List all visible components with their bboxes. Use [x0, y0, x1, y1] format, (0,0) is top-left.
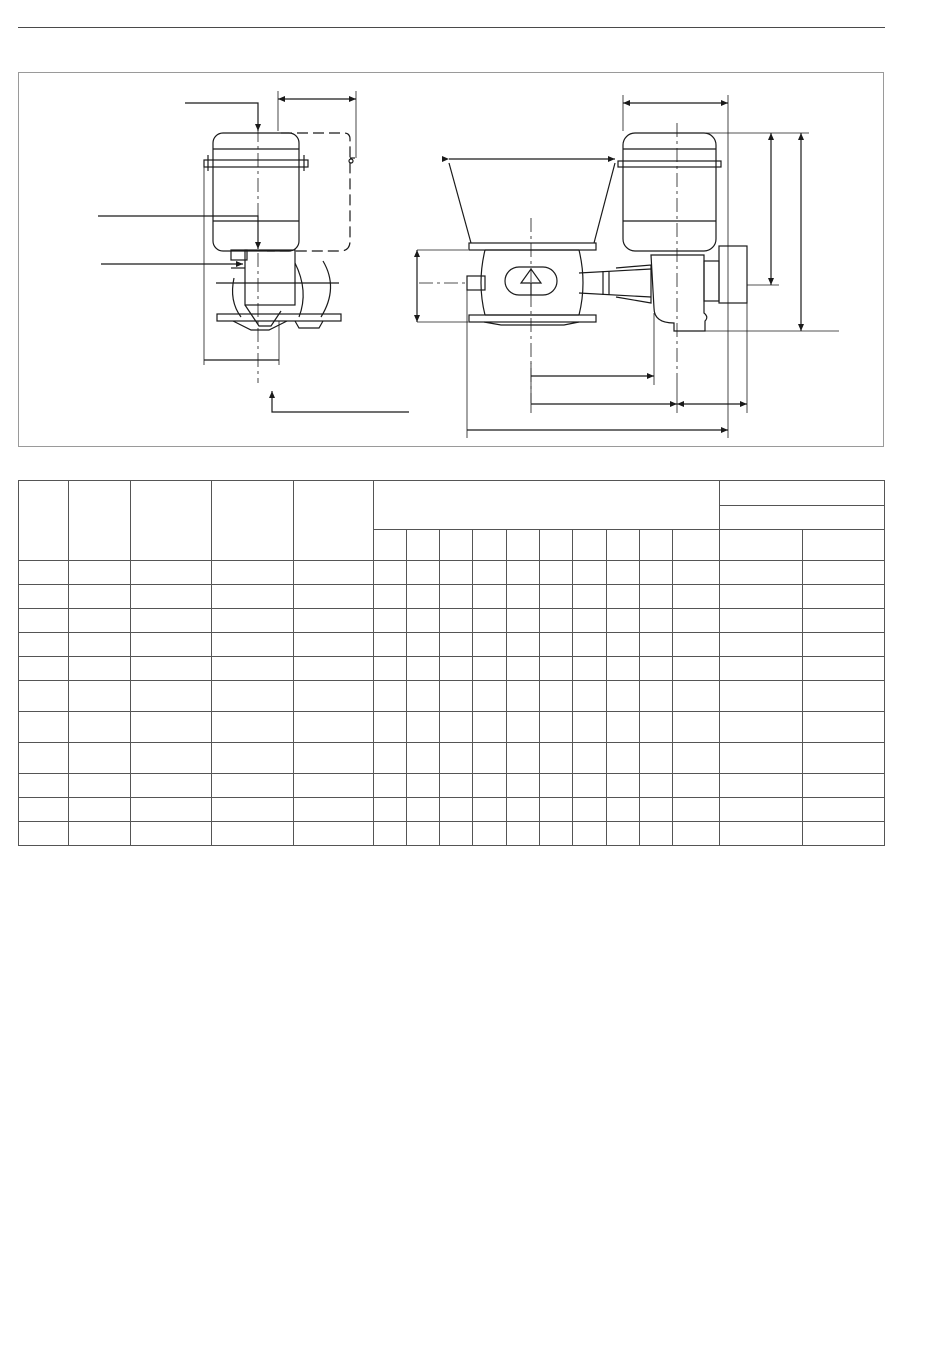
table-cell [293, 798, 373, 822]
table-cell [293, 585, 373, 609]
table-cell [439, 633, 472, 657]
front-view [98, 91, 409, 412]
table-cell [131, 743, 212, 774]
dim-col-header [472, 530, 506, 561]
table-cell [720, 774, 802, 798]
table-cell [673, 743, 720, 774]
table-cell [573, 609, 607, 633]
table-cell [607, 633, 640, 657]
table-cell [540, 822, 573, 846]
table-cell [472, 609, 506, 633]
table-cell [802, 712, 884, 743]
table-cell [802, 633, 884, 657]
table-cell [19, 585, 69, 609]
table-cell [439, 774, 472, 798]
table-cell [131, 774, 212, 798]
table-cell [131, 798, 212, 822]
table-cell [439, 712, 472, 743]
table-cell [131, 561, 212, 585]
table-cell [373, 585, 406, 609]
table-cell [212, 633, 293, 657]
table-cell [406, 585, 439, 609]
table-cell [439, 681, 472, 712]
weight-col-header [802, 530, 884, 561]
table-cell [540, 561, 573, 585]
dim-col-header [439, 530, 472, 561]
table-cell [540, 712, 573, 743]
table-cell [640, 585, 673, 609]
table-row [19, 681, 885, 712]
table-cell [19, 681, 69, 712]
table-cell [131, 585, 212, 609]
table-row [19, 561, 885, 585]
table-cell [507, 822, 540, 846]
dim-col-header [373, 530, 406, 561]
table-cell [640, 822, 673, 846]
table-cell [439, 743, 472, 774]
table-row [19, 822, 885, 846]
table-row [19, 585, 885, 609]
table-cell [802, 681, 884, 712]
table-cell [673, 609, 720, 633]
table-cell [131, 712, 212, 743]
table-cell [673, 585, 720, 609]
table-cell [720, 657, 802, 681]
table-cell [573, 712, 607, 743]
table-cell [69, 657, 131, 681]
table-cell [212, 609, 293, 633]
table-cell [439, 561, 472, 585]
table-cell [373, 633, 406, 657]
table-cell [131, 609, 212, 633]
table-cell [720, 822, 802, 846]
side-view [417, 95, 839, 438]
table-cell [406, 633, 439, 657]
table-cell [673, 822, 720, 846]
table-cell [540, 633, 573, 657]
table-cell [472, 712, 506, 743]
dimensions-table [18, 480, 885, 846]
table-cell [293, 609, 373, 633]
table-cell [607, 657, 640, 681]
table-cell [69, 743, 131, 774]
table-cell [293, 561, 373, 585]
table-cell [640, 798, 673, 822]
table-cell [640, 712, 673, 743]
table-cell [472, 774, 506, 798]
table-cell [802, 774, 884, 798]
table-cell [439, 657, 472, 681]
table-row [19, 609, 885, 633]
table-cell [607, 561, 640, 585]
table-cell [212, 561, 293, 585]
table-cell [69, 774, 131, 798]
table-cell [406, 712, 439, 743]
table-cell [439, 798, 472, 822]
table-cell [720, 681, 802, 712]
table-cell [802, 798, 884, 822]
table-cell [573, 798, 607, 822]
table-cell [293, 657, 373, 681]
table-cell [673, 681, 720, 712]
table-cell [472, 681, 506, 712]
dim-col-header [540, 530, 573, 561]
table-cell [293, 712, 373, 743]
table-cell [673, 561, 720, 585]
table-cell [607, 743, 640, 774]
table-body [19, 561, 885, 846]
table-cell [673, 774, 720, 798]
table-cell [573, 743, 607, 774]
table-cell [720, 712, 802, 743]
header-cell [212, 481, 293, 561]
table-cell [373, 743, 406, 774]
table-cell [69, 822, 131, 846]
table-cell [212, 774, 293, 798]
table-cell [373, 657, 406, 681]
table-cell [439, 585, 472, 609]
table-cell [406, 681, 439, 712]
dim-col-header [573, 530, 607, 561]
table-cell [673, 657, 720, 681]
table-cell [373, 681, 406, 712]
table-cell [212, 822, 293, 846]
table-cell [607, 774, 640, 798]
table-cell [406, 561, 439, 585]
table-cell [720, 609, 802, 633]
table-cell [802, 743, 884, 774]
table-cell [720, 585, 802, 609]
table-cell [373, 609, 406, 633]
table-row [19, 743, 885, 774]
dim-col-header [607, 530, 640, 561]
table-cell [212, 798, 293, 822]
table-cell [373, 798, 406, 822]
table-cell [607, 798, 640, 822]
table-cell [640, 743, 673, 774]
table-cell [573, 774, 607, 798]
table-cell [19, 609, 69, 633]
drawing-svg [19, 73, 885, 448]
top-rule [18, 27, 885, 28]
table-cell [607, 822, 640, 846]
table-cell [472, 585, 506, 609]
table-cell [507, 657, 540, 681]
table-cell [373, 774, 406, 798]
table-cell [131, 633, 212, 657]
table-cell [540, 743, 573, 774]
table-row [19, 798, 885, 822]
table-cell [673, 712, 720, 743]
table-cell [640, 657, 673, 681]
table-cell [540, 585, 573, 609]
table-cell [540, 657, 573, 681]
table-cell [212, 743, 293, 774]
table-cell [293, 681, 373, 712]
table-cell [19, 774, 69, 798]
table-cell [131, 822, 212, 846]
table-cell [802, 561, 884, 585]
table-cell [507, 798, 540, 822]
table-cell [573, 657, 607, 681]
table-cell [19, 633, 69, 657]
table-cell [406, 609, 439, 633]
table-row [19, 712, 885, 743]
table-cell [507, 712, 540, 743]
table-cell [507, 609, 540, 633]
table-cell [472, 798, 506, 822]
table-cell [293, 633, 373, 657]
table-cell [472, 657, 506, 681]
table-cell [373, 712, 406, 743]
weights-group-header [720, 481, 885, 506]
table-cell [607, 609, 640, 633]
table-cell [19, 743, 69, 774]
table-cell [640, 681, 673, 712]
table-cell [573, 822, 607, 846]
table-cell [69, 681, 131, 712]
table-cell [19, 822, 69, 846]
table-cell [131, 681, 212, 712]
table-cell [540, 681, 573, 712]
table-cell [802, 822, 884, 846]
dim-col-header [640, 530, 673, 561]
table-cell [607, 585, 640, 609]
dimensions-group-header [373, 481, 720, 530]
table-cell [293, 743, 373, 774]
table-cell [673, 633, 720, 657]
table-cell [640, 609, 673, 633]
table-cell [131, 657, 212, 681]
technical-drawing [18, 72, 884, 447]
table-cell [439, 822, 472, 846]
dim-col-header [507, 530, 540, 561]
weights-subheader [720, 506, 885, 530]
table-cell [19, 712, 69, 743]
table-cell [802, 609, 884, 633]
table-cell [507, 743, 540, 774]
table-cell [720, 743, 802, 774]
table-row [19, 657, 885, 681]
table-row [19, 774, 885, 798]
table-cell [573, 633, 607, 657]
table-cell [212, 657, 293, 681]
table-cell [507, 681, 540, 712]
table-cell [293, 822, 373, 846]
table-cell [573, 585, 607, 609]
table-cell [507, 633, 540, 657]
table-cell [720, 633, 802, 657]
table-cell [802, 657, 884, 681]
table-cell [69, 585, 131, 609]
table-cell [19, 657, 69, 681]
table-cell [472, 822, 506, 846]
table-cell [507, 774, 540, 798]
table-cell [212, 585, 293, 609]
table-cell [540, 798, 573, 822]
table-cell [507, 561, 540, 585]
header-cell [69, 481, 131, 561]
table-cell [69, 712, 131, 743]
table-header [19, 481, 885, 561]
table-cell [69, 609, 131, 633]
table-row [19, 633, 885, 657]
table-cell [540, 609, 573, 633]
table-cell [540, 774, 573, 798]
table-cell [69, 561, 131, 585]
table-cell [720, 798, 802, 822]
table-cell [373, 822, 406, 846]
weight-col-header [720, 530, 802, 561]
table-cell [406, 798, 439, 822]
table-cell [640, 633, 673, 657]
table-cell [293, 774, 373, 798]
table-cell [406, 774, 439, 798]
table-cell [573, 561, 607, 585]
table-cell [212, 681, 293, 712]
table-cell [607, 681, 640, 712]
table-cell [373, 561, 406, 585]
table-cell [573, 681, 607, 712]
header-cell [19, 481, 69, 561]
table-cell [212, 712, 293, 743]
table-cell [607, 712, 640, 743]
dim-col-header [406, 530, 439, 561]
table-cell [472, 561, 506, 585]
table-cell [19, 798, 69, 822]
table-cell [19, 561, 69, 585]
table-cell [406, 822, 439, 846]
table-cell [507, 585, 540, 609]
table-cell [673, 798, 720, 822]
table-cell [640, 561, 673, 585]
header-cell [293, 481, 373, 561]
table-cell [406, 743, 439, 774]
table-cell [472, 743, 506, 774]
table-cell [720, 561, 802, 585]
table-cell [406, 657, 439, 681]
table-cell [69, 798, 131, 822]
header-cell [131, 481, 212, 561]
table-cell [69, 633, 131, 657]
table-cell [640, 774, 673, 798]
dim-col-header [673, 530, 720, 561]
table-cell [472, 633, 506, 657]
table-cell [439, 609, 472, 633]
table-cell [802, 585, 884, 609]
